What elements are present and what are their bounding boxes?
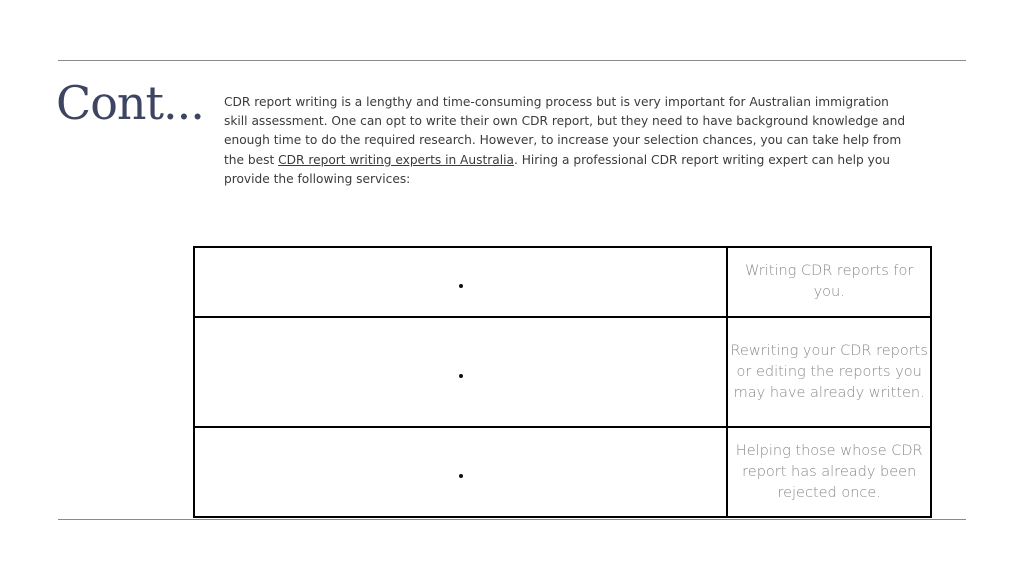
- bullet-dot: [459, 474, 463, 478]
- top-divider: [58, 60, 966, 61]
- bullet-cell: [194, 247, 727, 317]
- bullet-cell: [194, 317, 727, 427]
- table-row: [194, 427, 931, 517]
- services-table: [193, 246, 932, 518]
- paragraph-text-after-link: . Hiring a professional CDR report writing expert can help you provide the following services:: [224, 152, 891, 186]
- service-text: Rewriting your CDR reports or editing the reports you may have already written.: [727, 317, 931, 427]
- bullet-dot: [459, 374, 463, 378]
- bottom-divider: [58, 519, 966, 520]
- bullet-dot: [459, 284, 463, 288]
- table-row: [194, 317, 931, 427]
- service-text: Helping those whose CDR report has already been rejected once.: [727, 427, 931, 517]
- cdr-experts-link[interactable]: CDR report writing experts in Australia: [278, 152, 514, 167]
- paragraph-text-before-link: CDR report writing is a lengthy and time-consuming process but is very important for Australian immigration skill assessment. One can opt to write their own CDR report, but they need to have background knowledge and enough time to do the required research. However, to increase your selection chances, you can take help from the best: [224, 95, 906, 167]
- bullet-cell: [194, 427, 727, 517]
- slide-title: Cont...: [56, 76, 204, 130]
- table-row: [194, 247, 931, 317]
- service-text: Writing CDR reports for you.: [727, 247, 931, 317]
- intro-paragraph: [224, 93, 914, 189]
